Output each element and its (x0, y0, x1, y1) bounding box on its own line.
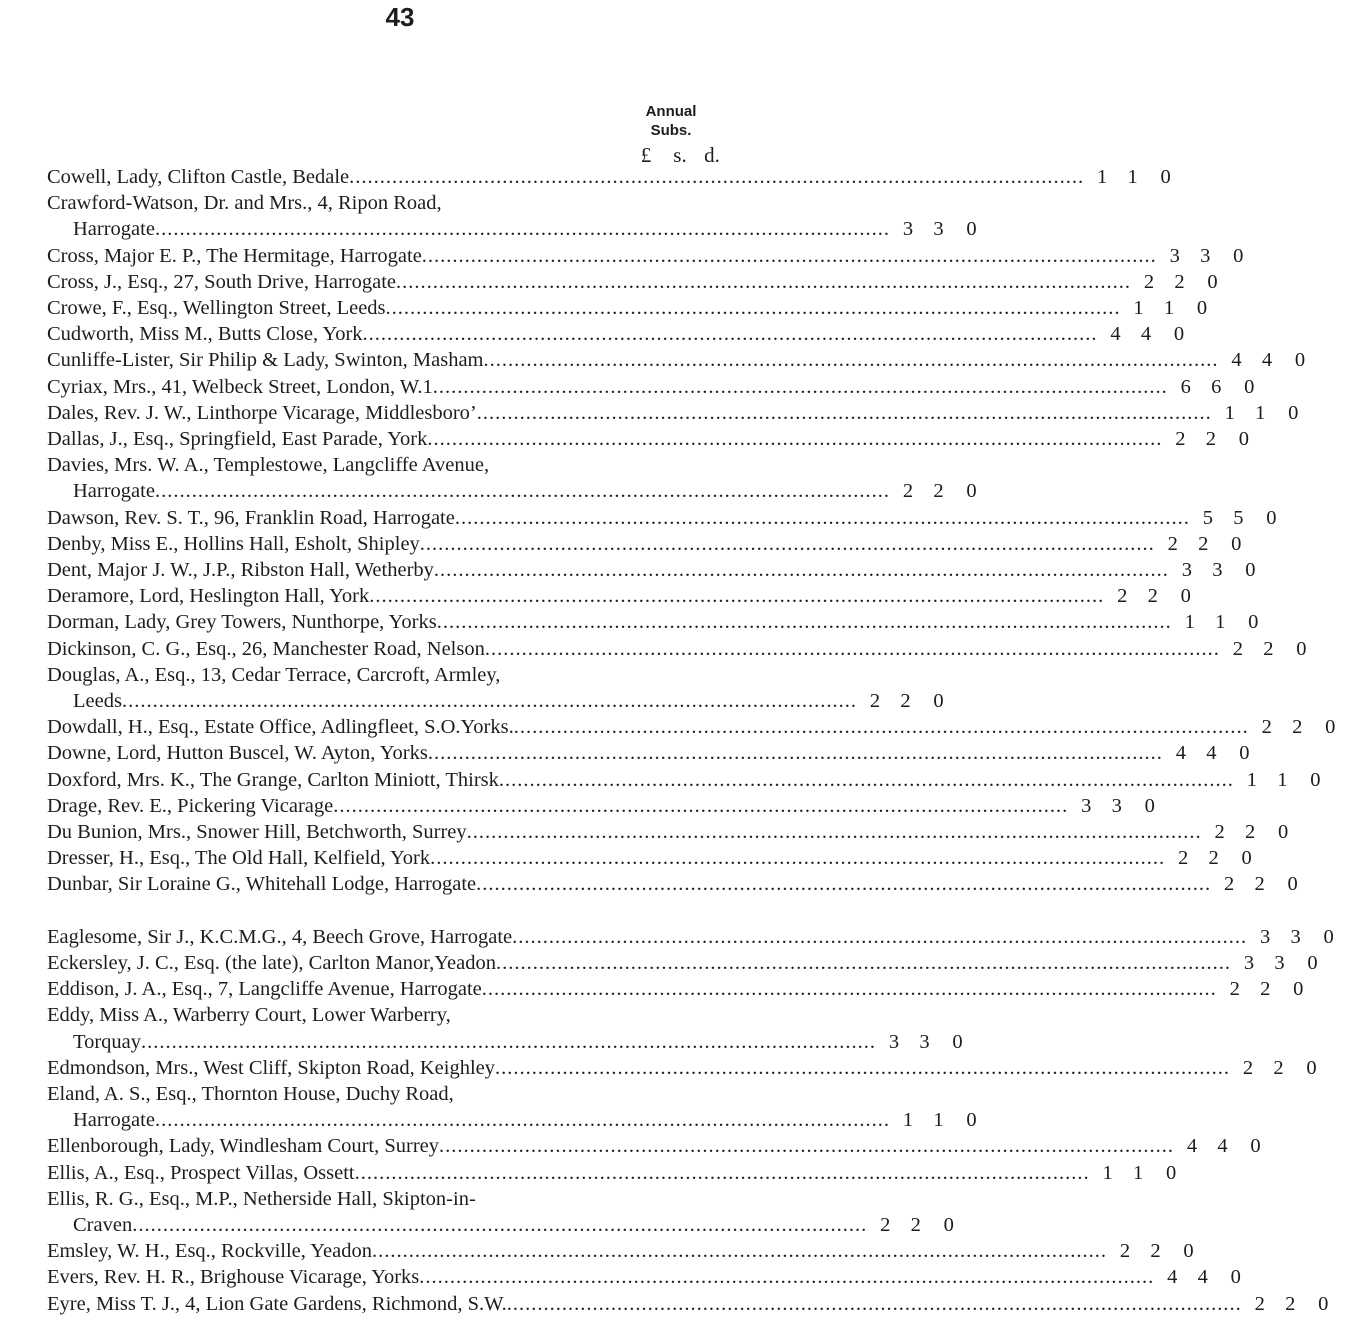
column-head-pence: d. (704, 143, 720, 167)
list-item (47, 1160, 1177, 1186)
dot-leader: ........................................................................................................................ (476, 873, 1212, 896)
subscription-amount (1088, 164, 1194, 190)
subscriber-name-line: Cross, J., Esq., 27, South Drive, Harrogate (47, 270, 397, 293)
amount-pounds: 3 (1169, 244, 1180, 267)
column-head-pounds: £ (640, 143, 652, 167)
list-item (47, 269, 1218, 295)
list-item (47, 1264, 1241, 1290)
subscription-amount (1253, 714, 1359, 740)
subscriber-name-line: Craven (73, 1213, 133, 1236)
amount-shillings: 3 (933, 218, 944, 241)
subscription-amount (1108, 583, 1214, 609)
subscription-amount (1224, 636, 1330, 662)
list-item (47, 1002, 963, 1054)
subscriber-name-line: Eddy, Miss A., Warberry Court, Lower Warberry, (47, 1004, 451, 1027)
amount-shillings: 2 (1147, 585, 1158, 608)
subscriber-name-line: Dent, Major J. W., J.P., Ribston Hall, Wetherby (47, 559, 434, 582)
list-item (47, 531, 1242, 557)
amount-shillings: 2 (1150, 1240, 1161, 1263)
dot-leader: ........................................................................................................................ (495, 951, 1231, 974)
subscription-amount (1102, 321, 1208, 347)
subscriber-list (47, 164, 1336, 1317)
amount-shillings: 2 (1260, 978, 1271, 1001)
amount-shillings: 2 (900, 690, 911, 713)
amount-pence: 0 (933, 690, 944, 713)
amount-pence: 0 (1238, 428, 1249, 451)
subscription-amount (1194, 505, 1300, 531)
subscriber-name-line: Dickinson, C. G., Esq., 26, Manchester Road, Nelson (47, 637, 485, 660)
amount-shillings: 4 (1197, 1266, 1208, 1289)
subscriber-name-line: Dorman, Lady, Grey Towers, Nunthorpe, Yorks (47, 611, 437, 634)
amount-pence: 0 (966, 218, 977, 241)
subscription-amount (1166, 426, 1272, 452)
list-item (47, 714, 1336, 740)
amount-pence: 0 (1293, 978, 1304, 1001)
list-item (47, 1081, 977, 1133)
amount-pence: 0 (1239, 742, 1250, 765)
list-item (47, 583, 1191, 609)
amount-shillings: 2 (1205, 428, 1216, 451)
amount-shillings: 2 (1263, 637, 1274, 660)
amount-shillings: 2 (1174, 270, 1185, 293)
amount-pence: 0 (966, 480, 977, 503)
subscriber-name-line: Torquay (73, 1030, 142, 1053)
amount-pounds: 2 (1119, 1240, 1131, 1263)
subscriber-name-line: Du Bunion, Mrs., Snower Hill, Betchworth, Surrey (47, 821, 467, 844)
subscriber-name-line: Crawford-Watson, Dr. and Mrs., 4, Ripon Road, (47, 192, 442, 215)
amount-pounds: 4 (1110, 323, 1121, 346)
dot-leader: ........................................................................................................................ (421, 244, 1157, 267)
subscription-amount (1125, 295, 1231, 321)
amount-pounds: 3 (1181, 559, 1193, 582)
subscription-amount (871, 1212, 977, 1238)
list-item (47, 243, 1244, 269)
amount-shillings: 2 (910, 1213, 921, 1236)
amount-shillings: 2 (1285, 1292, 1296, 1315)
subscription-amount (1094, 1160, 1200, 1186)
amount-shillings: 1 (1163, 297, 1175, 320)
subscription-amount (1158, 1264, 1264, 1290)
amount-pence: 0 (1294, 349, 1306, 372)
subscriber-name-line: Drage, Rev. E., Pickering Vicarage (47, 794, 334, 817)
list-item (47, 505, 1277, 531)
amount-pence: 0 (1241, 847, 1252, 870)
amount-pounds: 2 (1229, 978, 1240, 1001)
subscription-amount (1234, 1055, 1340, 1081)
dot-leader: ........................................................................................................................ (513, 716, 1249, 739)
amount-shillings: 3 (1200, 244, 1211, 267)
subscription-amount (1221, 976, 1327, 1002)
amount-pounds: 2 (1178, 847, 1189, 870)
amount-pounds: 6 (1180, 375, 1191, 398)
subscription-amount (894, 1107, 1000, 1133)
subscriber-name-line: Eland, A. S., Esq., Thornton House, Duchy Road, (47, 1082, 454, 1105)
subscriber-name-line: Emsley, W. H., Esq., Rockville, Yeadon (47, 1240, 372, 1263)
subscriber-name-line: Ellis, A., Esq., Prospect Villas, Ossett (47, 1161, 355, 1184)
subscriber-name-line: Denby, Miss E., Hollins Hall, Esholt, Shipley (47, 532, 420, 555)
dot-leader: ........................................................................................................................ (427, 428, 1163, 451)
amount-pence: 0 (1250, 1135, 1261, 1158)
amount-shillings: 2 (1198, 532, 1209, 555)
amount-shillings: 3 (1274, 951, 1285, 974)
amount-pounds: 1 (1133, 297, 1144, 320)
amount-shillings: 4 (1217, 1135, 1228, 1158)
list-item (47, 1055, 1317, 1081)
dot-leader: ........................................................................................................................ (466, 821, 1202, 844)
dot-leader: ........................................................................................................................ (419, 1266, 1155, 1289)
amount-pence: 0 (1323, 925, 1334, 948)
amount-shillings: 2 (1273, 1056, 1284, 1079)
amount-pounds: 4 (1231, 349, 1242, 372)
list-item (47, 164, 1171, 190)
subscription-amount (1167, 740, 1273, 766)
amount-shillings: 1 (933, 1109, 944, 1132)
amount-pence: 0 (1144, 794, 1155, 817)
column-head-shillings: s. (673, 143, 687, 167)
amount-pounds: 1 (902, 1109, 914, 1132)
subscriber-name-line: Edmondson, Mrs., West Cliff, Skipton Road, Keighley (47, 1056, 496, 1079)
list-item (47, 557, 1256, 583)
amount-shillings: 4 (1261, 349, 1273, 372)
subscription-amount (1246, 1291, 1352, 1317)
amount-pence: 0 (1296, 637, 1307, 660)
amount-pence: 0 (1207, 270, 1218, 293)
list-item (47, 740, 1250, 766)
amount-pounds: 2 (869, 690, 881, 713)
amount-pence: 0 (943, 1213, 954, 1236)
list-item (47, 426, 1249, 452)
amount-pounds: 3 (1243, 951, 1255, 974)
amount-pence: 0 (1278, 821, 1289, 844)
page-number: 43 (385, 2, 415, 32)
subscriber-name-line: Downe, Lord, Hutton Buscel, W. Ayton, Yorks (47, 742, 428, 765)
amount-pounds: 1 (1224, 401, 1235, 424)
amount-pounds: 3 (888, 1030, 900, 1053)
subscription-amount (880, 1029, 986, 1055)
subscription-amount (1172, 374, 1278, 400)
subscriber-name-line: Dowdall, H., Esq., Estate Office, Adlingfleet, S.O.Yorks. (47, 716, 514, 739)
subscription-amount (1238, 767, 1344, 793)
dot-leader: ........................................................................................................................ (369, 585, 1105, 608)
amount-pounds: 1 (1246, 768, 1258, 791)
subscriber-name-line: Eckersley, J. C., Esq. (the late), Carlton Manor,Yeadon (47, 951, 496, 974)
subscription-amount (1178, 1133, 1284, 1159)
subscriber-name-line: Eaglesome, Sir J., K.C.M.G., 4, Beech Grove, Harrogate (47, 925, 513, 948)
amount-shillings: 2 (1292, 716, 1303, 739)
dot-leader: ........................................................................................................................ (427, 742, 1163, 765)
dot-leader: ........................................................................................................................ (354, 1161, 1090, 1184)
amount-pounds: 2 (902, 480, 914, 503)
amount-shillings: 1 (1215, 611, 1226, 634)
list-item (47, 609, 1259, 635)
subscriber-name-line: Harrogate (73, 480, 155, 503)
amount-pounds: 2 (1232, 637, 1243, 660)
list-item (47, 819, 1289, 845)
list-item (47, 924, 1334, 950)
subscription-amount (1111, 1238, 1217, 1264)
dot-leader: ........................................................................................................................ (430, 847, 1166, 870)
dot-leader: ........................................................................................................................ (433, 559, 1169, 582)
subscriber-name-line: Douglas, A., Esq., 13, Cedar Terrace, Carcroft, Armley, (47, 663, 501, 686)
amount-pence: 0 (1183, 1240, 1194, 1263)
amount-pounds: 1 (1097, 166, 1108, 188)
amount-pence: 0 (1287, 873, 1298, 896)
amount-pounds: 2 (1224, 873, 1235, 896)
subscriber-name-line: Dresser, H., Esq., The Old Hall, Kelfield, York (47, 847, 431, 870)
amount-pounds: 1 (1102, 1161, 1113, 1184)
list-item (47, 662, 944, 714)
list-item (47, 1133, 1261, 1159)
amount-pence: 0 (1306, 1056, 1317, 1079)
dot-leader: ........................................................................................................................ (396, 270, 1132, 293)
dot-leader: ........................................................................................................................ (436, 611, 1172, 634)
amount-pence: 0 (1318, 1292, 1329, 1315)
list-item (47, 793, 1155, 819)
amount-pence: 0 (1266, 506, 1277, 529)
subscription-amount (1223, 347, 1329, 373)
subscriber-name-line: Dales, Rev. J. W., Linthorpe Vicarage, Middlesboro’ (47, 401, 477, 424)
amount-pence: 0 (1248, 611, 1259, 634)
list-item (47, 347, 1306, 373)
amount-shillings: 5 (1233, 506, 1244, 529)
dot-leader: ........................................................................................................................ (121, 690, 857, 713)
amount-pounds: 2 (1143, 270, 1155, 293)
subscription-amount (1216, 400, 1322, 426)
amount-pounds: 2 (1175, 428, 1186, 451)
dot-leader: ........................................................................................................................ (141, 1030, 877, 1053)
dot-leader: ........................................................................................................................ (506, 1292, 1242, 1315)
list-item (47, 1238, 1194, 1264)
dot-leader: ........................................................................................................................ (154, 1109, 890, 1132)
list-item (47, 295, 1208, 321)
amount-pounds: 2 (880, 1213, 891, 1236)
amount-pence: 0 (1233, 244, 1244, 267)
dot-leader: ........................................................................................................................ (349, 166, 1085, 188)
list-item (47, 767, 1321, 793)
amount-shillings: 2 (1254, 873, 1265, 896)
dot-leader: ........................................................................................................................ (371, 1240, 1107, 1263)
amount-shillings: 3 (1212, 559, 1223, 582)
subscription-amount (1215, 871, 1321, 897)
amount-pence: 0 (966, 1109, 977, 1132)
amount-pounds: 3 (1081, 794, 1092, 817)
amount-shillings: 4 (1140, 323, 1152, 346)
subscription-amount (1169, 845, 1275, 871)
header-subtitle: Subs. (650, 122, 692, 139)
list-item (47, 1186, 954, 1238)
subscriber-name-line: Eyre, Miss T. J., 4, Lion Gate Gardens, Richmond, S.W. (47, 1292, 507, 1315)
dot-leader: ........................................................................................................................ (154, 218, 890, 241)
amount-pounds: 2 (1117, 585, 1128, 608)
dot-leader: ........................................................................................................................ (476, 401, 1212, 424)
list-item (47, 190, 977, 242)
subscriber-name-line: Harrogate (73, 218, 155, 241)
subscription-amount (1159, 531, 1265, 557)
subscriber-name-line: Deramore, Lord, Heslington Hall, York (47, 585, 370, 608)
amount-pence: 0 (1180, 585, 1191, 608)
list-item (47, 636, 1307, 662)
dot-leader: ........................................................................................................................ (512, 925, 1248, 948)
dot-leader: ........................................................................................................................ (154, 480, 890, 503)
subscriber-name-line: Cowell, Lady, Clifton Castle, Bedale (47, 166, 350, 188)
subscriber-name-line: Harrogate (73, 1109, 155, 1132)
list-item (47, 452, 977, 504)
dot-leader: ........................................................................................................................ (419, 532, 1155, 555)
dot-leader: ........................................................................................................................ (495, 1056, 1231, 1079)
amount-pence: 0 (1307, 951, 1318, 974)
dot-leader: ........................................................................................................................ (385, 297, 1121, 320)
amount-shillings: 3 (919, 1030, 930, 1053)
amount-pounds: 2 (1261, 716, 1272, 739)
header-title: Annual (645, 103, 697, 120)
subscriber-name-line: Dallas, J., Esq., Springfield, East Parade, York (47, 428, 428, 451)
dot-leader: ........................................................................................................................ (483, 349, 1219, 372)
list-item (47, 950, 1318, 976)
amount-shillings: 2 (933, 480, 944, 503)
subscription-amount (894, 478, 1000, 504)
subscription-amount (1173, 557, 1279, 583)
subscriber-name-line: Dawson, Rev. S. T., 96, Franklin Road, Harrogate (47, 506, 455, 529)
amount-pence: 0 (1165, 1161, 1177, 1184)
subscriber-name-line: Cudworth, Miss M., Butts Close, York (47, 323, 363, 346)
subscription-amount (1135, 269, 1241, 295)
subscriber-name-line: Ellis, R. G., Esq., M.P., Netherside Hall, Skipton-in- (47, 1187, 476, 1210)
amount-shillings: 3 (1290, 925, 1301, 948)
subscription-amount (894, 216, 1000, 242)
amount-pounds: 2 (1254, 1292, 1265, 1315)
dot-leader: ........................................................................................................................ (454, 506, 1190, 529)
subscription-amount (1206, 819, 1312, 845)
list-item (47, 321, 1185, 347)
amount-pounds: 5 (1202, 506, 1213, 529)
amount-pounds: 4 (1186, 1135, 1198, 1158)
subscriber-name-line: Cyriax, Mrs., 41, Welbeck Street, London, W.1 (47, 375, 433, 398)
amount-shillings: 2 (1208, 847, 1219, 870)
subscriber-name-line: Doxford, Mrs. K., The Grange, Carlton Miniott, Thirsk (47, 768, 499, 791)
subscription-amount (1161, 243, 1267, 269)
amount-pence: 0 (1325, 716, 1336, 739)
dot-leader: ........................................................................................................................ (132, 1213, 868, 1236)
list-item (47, 845, 1252, 871)
amount-pounds: 3 (1260, 925, 1271, 948)
amount-pounds: 2 (1167, 532, 1178, 555)
dot-leader: ........................................................................................................................ (439, 1135, 1175, 1158)
amount-pence: 0 (1244, 375, 1255, 398)
dot-leader: ........................................................................................................................ (484, 637, 1220, 660)
amount-pence: 0 (1196, 297, 1208, 320)
amount-pence: 0 (1310, 768, 1321, 791)
subscriber-name-line: Crowe, F., Esq., Wellington Street, Leeds (47, 297, 386, 320)
list-item (47, 1291, 1329, 1317)
dot-leader: ........................................................................................................................ (481, 978, 1217, 1001)
amount-pounds: 2 (1242, 1056, 1254, 1079)
amount-pence: 0 (952, 1030, 963, 1053)
amount-pounds: 4 (1167, 1266, 1178, 1289)
subscriber-name-line: Cross, Major E. P., The Hermitage, Harrogate (47, 244, 422, 267)
amount-shillings: 3 (1111, 794, 1122, 817)
amount-pounds: 2 (1214, 821, 1225, 844)
amount-shillings: 6 (1211, 375, 1222, 398)
subscriber-name-line: Eddison, J. A., Esq., 7, Langcliffe Avenue, Harrogate (47, 978, 482, 1001)
subscription-amount (1176, 609, 1282, 635)
amount-pence: 0 (1173, 323, 1185, 346)
subscriber-name-line: Evers, Rev. H. R., Brighouse Vicarage, Yorks (47, 1266, 420, 1289)
dot-leader: ........................................................................................................................ (432, 375, 1168, 398)
amount-pence: 0 (1288, 401, 1299, 424)
amount-pence: 0 (1230, 1266, 1241, 1289)
subscription-amount (1251, 924, 1357, 950)
subscriber-name-line: Dunbar, Sir Loraine G., Whitehall Lodge, Harrogate (47, 873, 477, 896)
subscription-amount (1072, 793, 1178, 819)
subscription-amount (1235, 950, 1341, 976)
amount-shillings: 1 (1255, 401, 1266, 424)
amount-pence: 0 (1160, 166, 1171, 188)
amount-pence: 0 (1231, 532, 1242, 555)
amount-shillings: 4 (1206, 742, 1217, 765)
list-item (47, 976, 1304, 1002)
subscriber-name-line: Leeds (73, 690, 122, 713)
amount-shillings: 2 (1245, 821, 1256, 844)
section-gap (47, 898, 737, 924)
amount-pounds: 1 (1184, 611, 1195, 634)
amount-shillings: 1 (1127, 166, 1138, 188)
amount-shillings: 1 (1132, 1161, 1144, 1184)
subscription-amount (861, 688, 967, 714)
subscriber-name-line: Cunliffe-Lister, Sir Philip & Lady, Swinton, Masham (47, 349, 484, 372)
dot-leader: ........................................................................................................................ (362, 323, 1098, 346)
amount-pounds: 4 (1175, 742, 1186, 765)
list-item (47, 400, 1299, 426)
dot-leader: ........................................................................................................................ (333, 794, 1069, 817)
subscriber-name-line: Ellenborough, Lady, Windlesham Court, Surrey (47, 1135, 440, 1158)
amount-shillings: 1 (1277, 768, 1288, 791)
subscriber-name-line: Davies, Mrs. W. A., Templestowe, Langcliffe Avenue, (47, 454, 490, 477)
dot-leader: ........................................................................................................................ (498, 768, 1234, 791)
amount-pounds: 3 (902, 218, 914, 241)
list-item (47, 374, 1255, 400)
amount-pence: 0 (1245, 559, 1256, 582)
list-item (47, 871, 1298, 897)
